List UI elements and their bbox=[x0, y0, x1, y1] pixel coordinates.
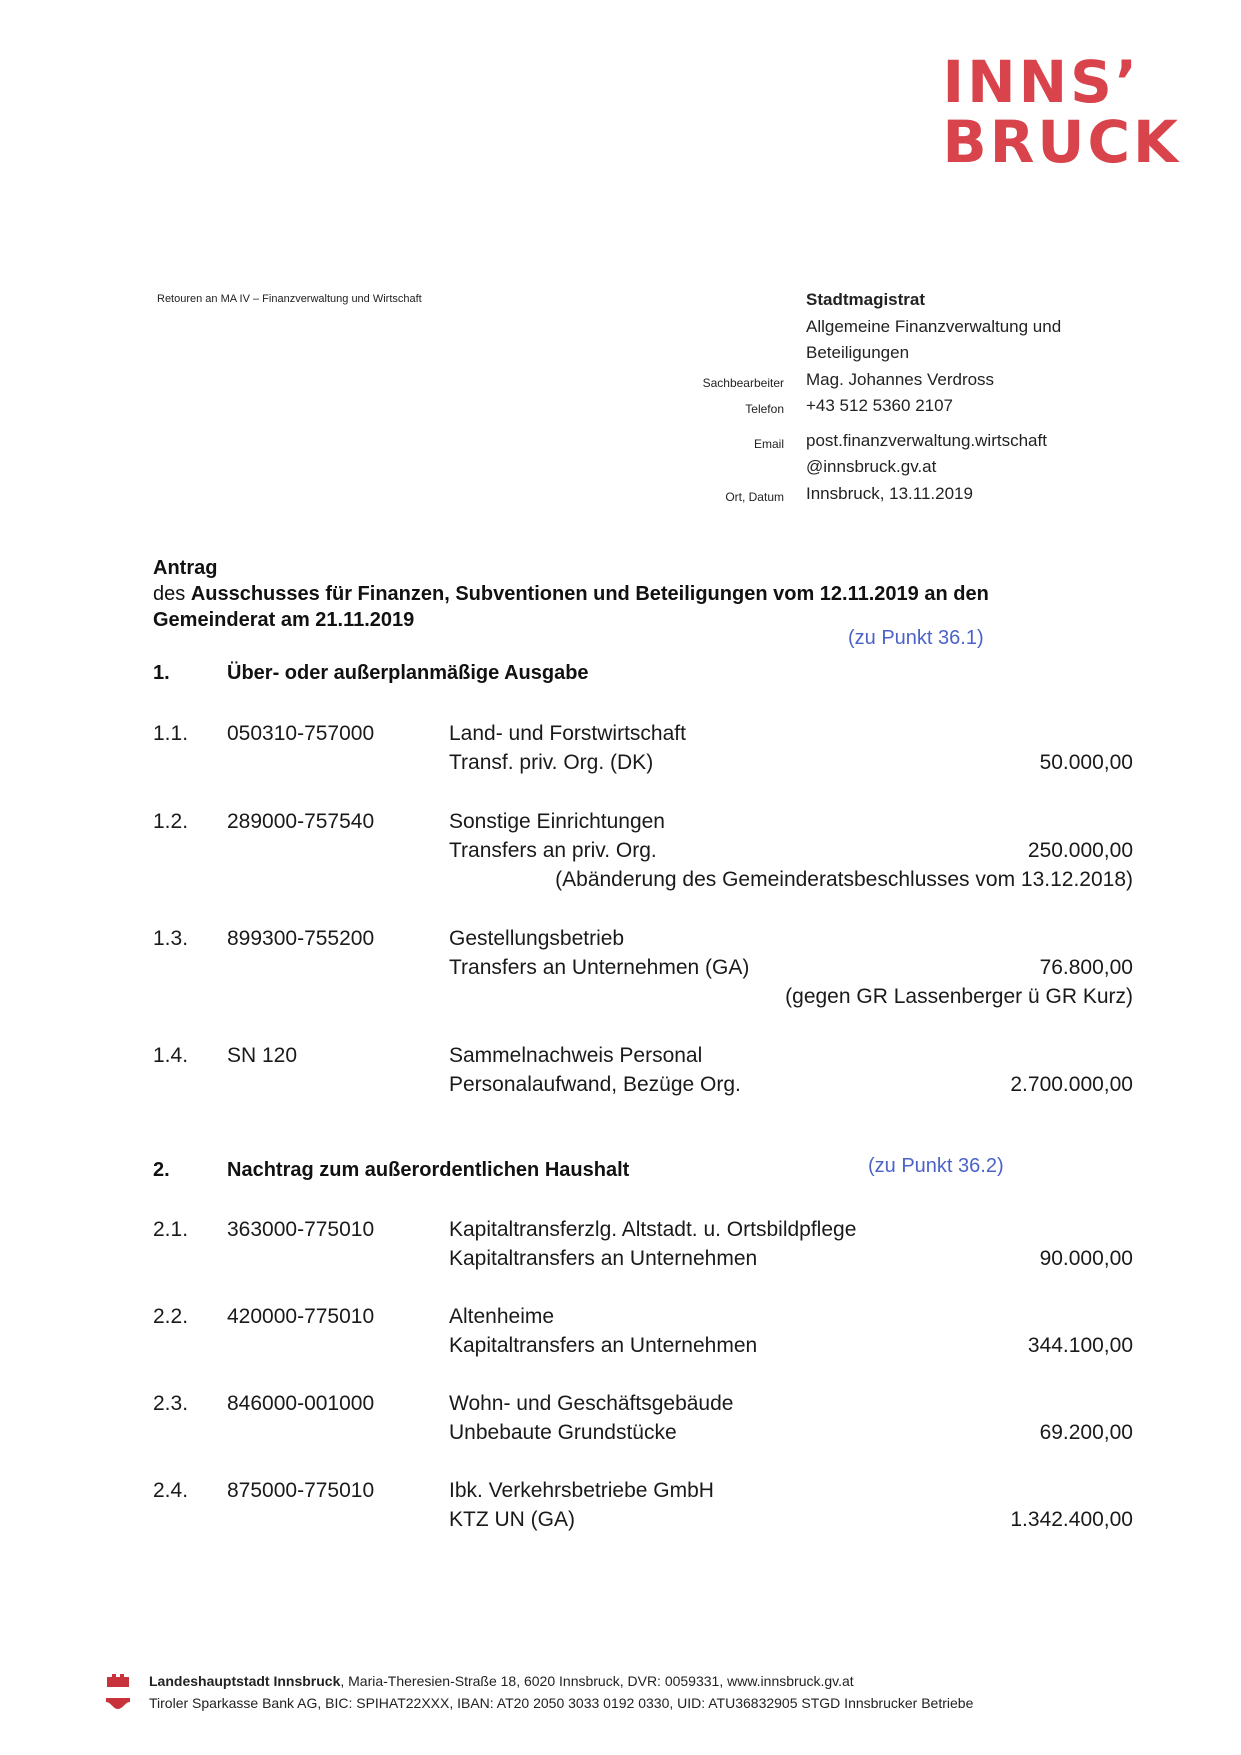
item-subdescription: Transf. priv. Org. (DK) bbox=[449, 751, 654, 774]
item-subdescription: Transfers an Unternehmen (GA) bbox=[449, 956, 750, 979]
item-remark: (Abänderung des Gemeinderatsbeschlusses vom 13.12.2018) bbox=[555, 868, 1133, 891]
title-council: Gemeinderat am 21.11.2019 bbox=[153, 609, 415, 631]
item-number: 2.2. bbox=[153, 1305, 189, 1328]
logo-line-1: INNS’ bbox=[942, 48, 1140, 116]
clerk-label: Sachbearbeiter bbox=[702, 376, 784, 390]
item-remark: (gegen GR Lassenberger ü GR Kurz) bbox=[785, 985, 1133, 1008]
item-number: 2.3. bbox=[153, 1392, 189, 1415]
city-crest-bridge-icon bbox=[105, 1695, 131, 1711]
item-number: 1.2. bbox=[153, 810, 189, 833]
date-label: Ort, Datum bbox=[725, 490, 784, 504]
item-description: Altenheime bbox=[449, 1305, 555, 1328]
section2-heading bbox=[153, 1159, 629, 1182]
item-subdescription: Kapitaltransfers an Unternehmen bbox=[449, 1247, 758, 1270]
item-subdescription: Transfers an priv. Org. bbox=[449, 839, 657, 862]
item-description: Wohn- und Geschäftsgebäude bbox=[449, 1392, 734, 1415]
item-amount: 76.800,00 bbox=[1039, 956, 1133, 979]
item-subdescription: Kapitaltransfers an Unternehmen bbox=[449, 1334, 758, 1357]
item-subdescription: KTZ UN (GA) bbox=[449, 1508, 575, 1531]
item-account: 363000-775010 bbox=[227, 1218, 375, 1241]
sender-dept-line-1: Allgemeine Finanzverwaltung und bbox=[806, 316, 1062, 336]
footer-address: , Maria-Theresien-Straße 18, 6020 Innsbruck, DVR: 0059331, www.innsbruck.gv.at bbox=[340, 1673, 854, 1689]
item-amount: 50.000,00 bbox=[1039, 751, 1133, 774]
item-account: 420000-775010 bbox=[227, 1305, 375, 1328]
item-account: 875000-775010 bbox=[227, 1479, 375, 1502]
item-number: 1.1. bbox=[153, 722, 189, 745]
item-amount: 90.000,00 bbox=[1039, 1247, 1133, 1270]
item-amount: 1.342.400,00 bbox=[1010, 1508, 1133, 1531]
phone-label: Telefon bbox=[745, 402, 784, 416]
section2-title: Nachtrag zum außerordentlichen Haushalt bbox=[227, 1159, 630, 1181]
item-number: 1.4. bbox=[153, 1044, 189, 1067]
sender-email-line-2: @innsbruck.gv.at bbox=[806, 457, 937, 476]
item-amount: 344.100,00 bbox=[1027, 1334, 1133, 1357]
sender-email-line-1: post.finanzverwaltung.wirtschaft bbox=[806, 430, 1047, 450]
item-account: 050310-757000 bbox=[227, 722, 375, 745]
item-account: 846000-001000 bbox=[227, 1392, 375, 1415]
section2-number: 2. bbox=[153, 1159, 170, 1181]
item-description: Sammelnachweis Personal bbox=[449, 1044, 703, 1067]
item-number: 1.3. bbox=[153, 927, 189, 950]
item-subdescription: Personalaufwand, Bezüge Org. bbox=[449, 1073, 741, 1096]
sender-clerk: Mag. Johannes Verdross bbox=[806, 369, 995, 389]
return-address: Retouren an MA IV – Finanzverwaltung und Wirtschaft bbox=[157, 293, 422, 305]
item-description: Land- und Forstwirtschaft bbox=[449, 722, 686, 745]
title-line-2 bbox=[153, 581, 1133, 607]
item-account: SN 120 bbox=[227, 1044, 298, 1067]
footer-bank: Tiroler Sparkasse Bank AG, BIC: SPIHAT22XXX, IBAN: AT20 2050 3033 0192 0330, UID: ATU36832905 STGD Innsbrucker Betriebe bbox=[149, 1695, 974, 1711]
item-subdescription: Unbebaute Grundstücke bbox=[449, 1421, 677, 1444]
item-amount: 69.200,00 bbox=[1039, 1421, 1133, 1444]
item-account: 289000-757540 bbox=[227, 810, 375, 833]
innsbruck-logo bbox=[942, 48, 1181, 176]
sender-phone: +43 512 5360 2107 bbox=[806, 396, 954, 415]
footer bbox=[105, 1670, 973, 1714]
logo-line-2: BRUCK bbox=[942, 108, 1181, 176]
city-crest-icon bbox=[105, 1673, 131, 1689]
item-description: Sonstige Einrichtungen bbox=[449, 810, 665, 833]
footer-line-1 bbox=[105, 1670, 973, 1692]
item-amount: 250.000,00 bbox=[1027, 839, 1133, 862]
footer-city: Landeshauptstadt Innsbruck bbox=[149, 1673, 341, 1689]
title-antrag: Antrag bbox=[153, 557, 218, 579]
item-number: 2.1. bbox=[153, 1218, 189, 1241]
footer-line-2 bbox=[105, 1692, 973, 1714]
sender-date: Innsbruck, 13.11.2019 bbox=[806, 483, 973, 503]
sender-block bbox=[806, 287, 1061, 507]
item-number: 2.4. bbox=[153, 1479, 189, 1502]
section2-note: (zu Punkt 36.2) bbox=[868, 1155, 1004, 1177]
section1-number: 1. bbox=[153, 662, 170, 684]
section1-heading bbox=[153, 662, 589, 685]
email-label: Email bbox=[753, 437, 784, 451]
item-amount: 2.700.000,00 bbox=[1010, 1073, 1133, 1096]
section1-title: Über- oder außerplanmäßige Ausgabe bbox=[227, 662, 589, 684]
item-account: 899300-755200 bbox=[227, 927, 375, 950]
title-committee: Ausschusses für Finanzen, Subventionen und Beteiligungen vom 12.11.2019 an den bbox=[190, 583, 989, 605]
item-description: Gestellungsbetrieb bbox=[449, 927, 625, 950]
item-description: Kapitaltransferzlg. Altstadt. u. Ortsbildpflege bbox=[449, 1218, 857, 1241]
motion-title bbox=[153, 555, 1133, 633]
title-prefix: des bbox=[153, 583, 191, 605]
sender-org: Stadtmagistrat bbox=[806, 290, 926, 309]
section1-note: (zu Punkt 36.1) bbox=[848, 627, 984, 649]
sender-dept-line-2: Beteiligungen bbox=[806, 343, 910, 362]
item-description: Ibk. Verkehrsbetriebe GmbH bbox=[449, 1479, 714, 1502]
